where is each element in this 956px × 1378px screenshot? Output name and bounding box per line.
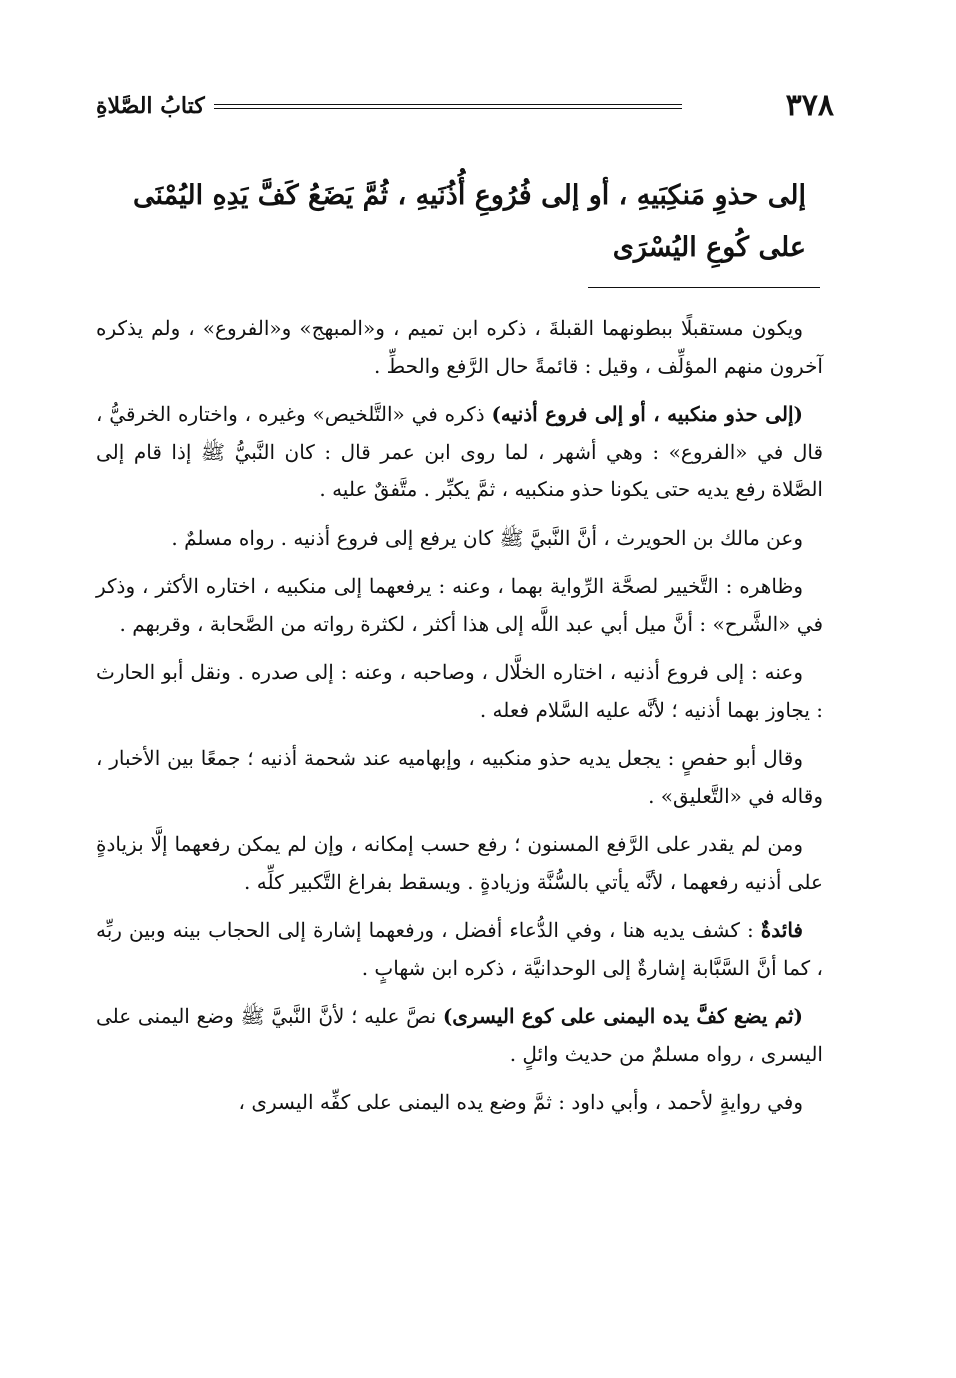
- paragraph-text: وعنه : إلى فروع أذنيه ، اختاره الخلَّال ، وصاحبه ، وعنه : إلى صدره . ونقل أبو الحارث : يجاوز بهما أذنيه ؛ لأنَّه عليه السَّلام فعله .: [96, 660, 823, 722]
- main-text-divider: [588, 287, 820, 288]
- commentary: [96, 310, 823, 1133]
- commentary-paragraph: [96, 568, 823, 643]
- commentary-paragraph: [96, 1084, 823, 1122]
- commentary-paragraph: [96, 998, 823, 1073]
- commentary-paragraph: [96, 396, 823, 509]
- paragraph-text: ويكون مستقبلًا ببطونهما القبلةَ ، ذكره ابن تميم ، و«المبهج» و«الفروع» ، ولم يذكره آخرون منهم المؤلِّف ، وقيل : قائمةً حال الرَّفع والحطِّ .: [96, 316, 823, 378]
- paragraph-text: وقال أبو حفصٍ : يجعل يديه حذو منكبيه ، وإبهاميه عند شحمة أذنيه ؛ جمعًا بين الأخبار ، وقاله في «التَّعليق» .: [96, 746, 823, 808]
- page-number: ٣٧٨: [785, 88, 834, 123]
- commentary-paragraph: [96, 826, 823, 901]
- paragraph-text: نصَّ عليه ؛ لأنَّ النَّبيَّ ﷺ وضع اليمنى على اليسرى ، رواه مسلمٌ من حديث وائلٍ .: [96, 1004, 823, 1066]
- commentary-paragraph: [96, 654, 823, 729]
- commentary-paragraph: [96, 310, 823, 385]
- paragraph-text: وظاهره : التَّخيير لصحَّة الرِّواية بهما ، وعنه : يرفعهما إلى منكبيه ، اختاره الأكثر ، وذكر في «الشَّرح» : أنَّ ميل أبي عبد اللَّه إلى هذا أكثر ، لكثرة رواته من الصَّحابة ، وقربهم .: [96, 574, 823, 636]
- page-header: [96, 86, 834, 130]
- header-divider: [214, 104, 682, 109]
- paragraph-lead: فائدةٌ: [760, 918, 803, 942]
- commentary-paragraph: [96, 740, 823, 815]
- paragraph-text: ومن لم يقدر على الرَّفع المسنون ؛ رفع حسب إمكانه ، وإن لم يمكن رفعهما إلَّا بزيادةٍ على أذنيه رفعهما ، لأنَّه يأتي بالسُّنَّة وزيادةٍ . ويسقط بفراغ التَّكبير كلِّه .: [96, 832, 823, 894]
- paragraph-lead: (ثم يضع كفَّ يده اليمنى على كوع اليسرى): [442, 1004, 804, 1028]
- running-title: كتابُ الصَّلاةِ: [96, 93, 205, 119]
- paragraph-lead: (إلى حذو منكبيه ، أو إلى فروع أذنيه): [491, 402, 803, 426]
- commentary-paragraph: [96, 520, 823, 558]
- main-text: إلى حذوِ مَنكِبَيهِ ، أو إلى فُرُوعِ أُذُنَيهِ ، ثُمَّ يَضَعُ كَفَّ يَدِهِ اليُمْنَى على كُوعِ اليُسْرَى: [133, 180, 806, 263]
- commentary-paragraph: [96, 912, 823, 987]
- paragraph-text: وفي روايةٍ لأحمد ، وأبي داود : ثمَّ وضع يده اليمنى على كفِّه اليسرى ،: [238, 1090, 803, 1114]
- paragraph-text: ذكره في «التَّلخيص» وغيره ، واختاره الخرقيُّ ، قال في «الفروع» : وهي أشهر ، لما روى ابن عمر قال : كان النَّبيُّ ﷺ إذا قام إلى الصَّلاة رفع يديه حتى يكونا حذو منكبيه ، ثمَّ يكبِّر . متَّفقٌ عليه .: [96, 402, 823, 501]
- paragraph-text: وعن مالك بن الحويرث ، أنَّ النَّبيَّ ﷺ كان يرفع إلى فروع أذنيه . رواه مسلمٌ .: [171, 525, 803, 550]
- paragraph-text: : كشف يديه هنا ، وفي الدُّعاء أفضل ، ورفعهما إشارة إلى الحجاب بينه وبين ربِّه ، كما أنَّ السَّبَّابة إشارةٌ إلى الوحدانيَّة ، ذكره ابن شهابٍ .: [96, 918, 823, 980]
